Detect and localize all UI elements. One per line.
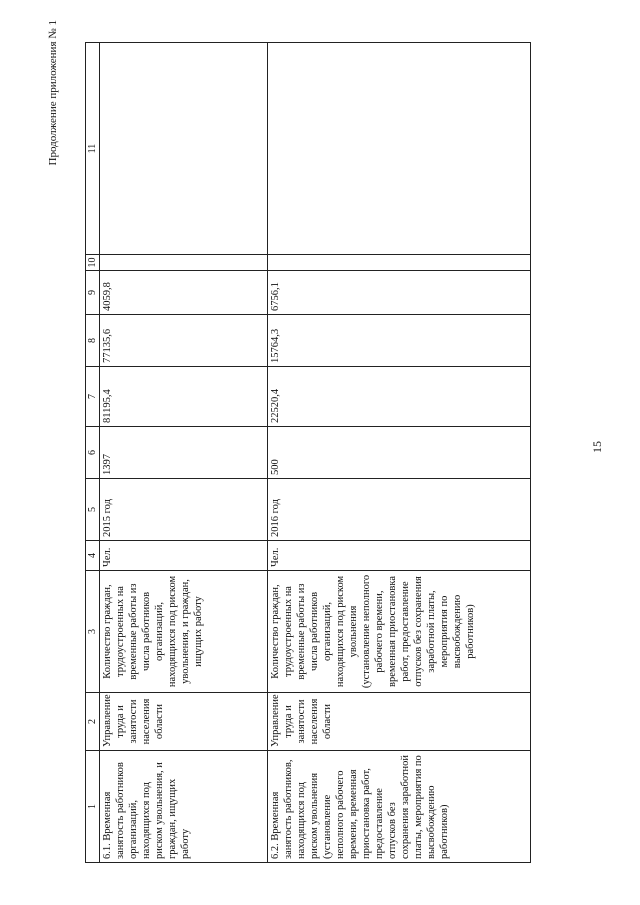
funding-col-8: 15764,3	[268, 315, 531, 367]
column-number-row	[86, 43, 100, 863]
responsible-executor: Управление труда и занятости населения области	[268, 693, 531, 751]
period: 2015 год	[100, 479, 268, 541]
funding-col-8: 77135,6	[100, 315, 268, 367]
indicator-value: 500	[268, 427, 531, 479]
funding-col-10	[100, 255, 268, 271]
col-num-9: 9	[86, 271, 100, 315]
table-row	[268, 43, 531, 863]
appendix-table	[85, 42, 531, 863]
indicator-name: Количество граждан, трудоустроенных на временные работы из числа работников организаций, находящихся под риском увольнения, и граждан, ищущих работу	[100, 571, 268, 693]
funding-col-11	[100, 43, 268, 255]
responsible-executor: Управление труда и занятости населения области	[100, 693, 268, 751]
unit-of-measure: Чел.	[100, 541, 268, 571]
activity-name: 6.1. Временная занятость работников организаций, находящихся под риском увольнения, и граждан, ищущих работу	[100, 751, 268, 863]
period: 2016 год	[268, 479, 531, 541]
col-num-2: 2	[86, 693, 100, 751]
continuation-label: Продолжение приложения № 1	[47, 20, 59, 166]
table-row	[100, 43, 268, 863]
funding-col-9: 6756,1	[268, 271, 531, 315]
col-num-11: 11	[86, 43, 100, 255]
funding-col-9: 4059,8	[100, 271, 268, 315]
activity-name: 6.2. Временная занятость работников, находящихся под риском увольнения (установление неполного рабочего времени, временная приостановка работ, предоставление отпусков без сохранения заработной платы, мероприятия по высвобождению работников)	[268, 751, 531, 863]
col-num-1: 1	[86, 751, 100, 863]
col-num-3: 3	[86, 571, 100, 693]
col-num-8: 8	[86, 315, 100, 367]
col-num-10: 10	[86, 255, 100, 271]
col-num-6: 6	[86, 427, 100, 479]
total-funding: 22520,4	[268, 367, 531, 427]
indicator-name: Количество граждан, трудоустроенных на временные работы из числа работников организаций, находящихся под риском увольнения (установление неполного рабочего времени, временная приостановка работ, предоставление отпусков без сохранения заработной платы, мероприятия по высвобождению работников)	[268, 571, 531, 693]
col-num-7: 7	[86, 367, 100, 427]
unit-of-measure: Чел.	[268, 541, 531, 571]
total-funding: 81195,4	[100, 367, 268, 427]
page-number: 15	[590, 441, 604, 453]
indicator-value: 1397	[100, 427, 268, 479]
funding-col-11	[268, 43, 531, 255]
funding-col-10	[268, 255, 531, 271]
col-num-5: 5	[86, 479, 100, 541]
col-num-4: 4	[86, 541, 100, 571]
